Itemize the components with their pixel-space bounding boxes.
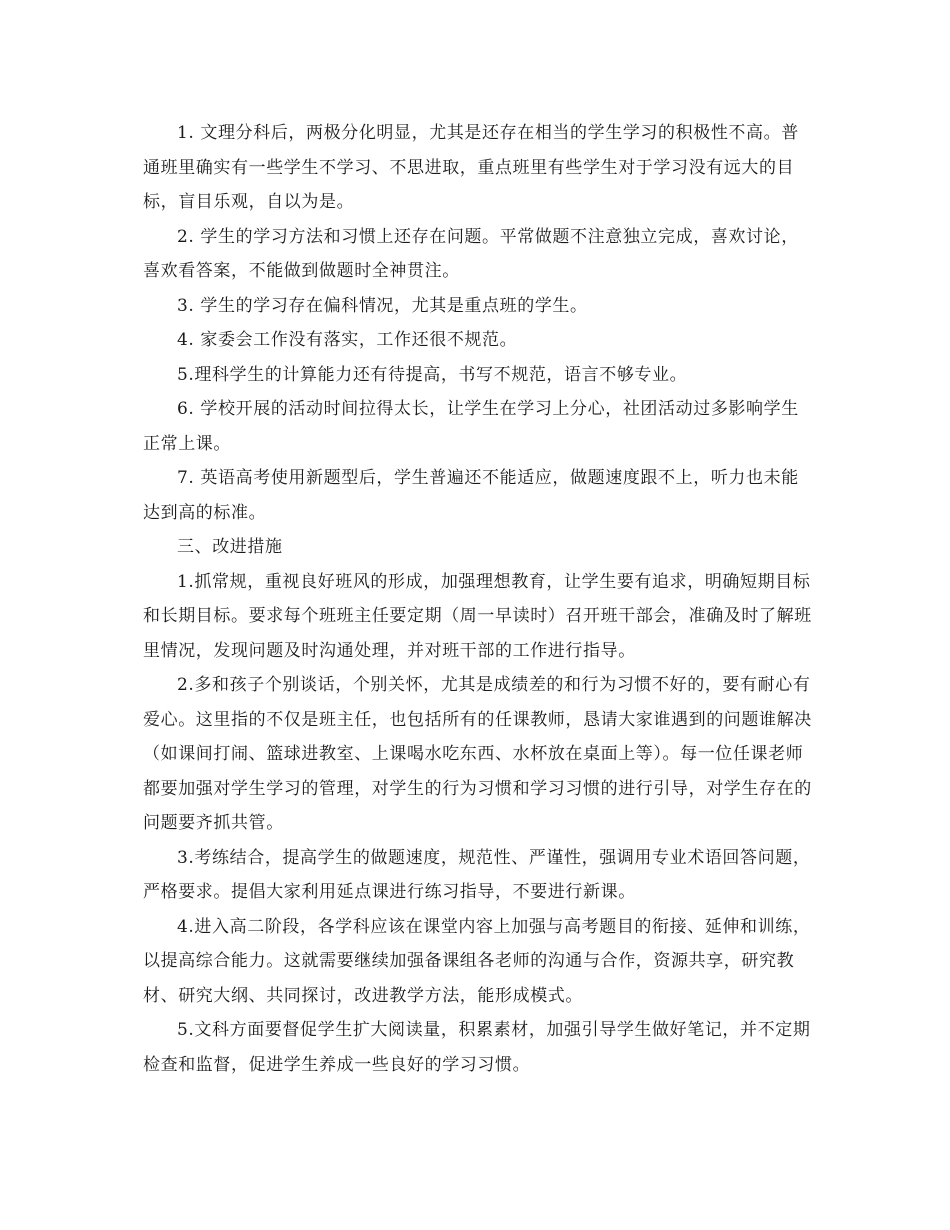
measure-item-5: 5.文科方面要督促学生扩大阅读量，积累素材，加强引导学生做好笔记，并不定期检查和监督，促进学生养成一些良好的学习习惯。 bbox=[143, 1020, 811, 1075]
problem-item-3: 3. 学生的学习存在偏科情况，尤其是重点班的学生。 bbox=[177, 295, 588, 316]
measure-item-3: 3.考练结合，提高学生的做题速度，规范性、严谨性，强调用专业术语回答问题，严格要求。提倡大家利用延点课进行练习指导，不要进行新课。 bbox=[143, 847, 811, 902]
section-heading-improvements: 三、改进措施 bbox=[177, 537, 283, 557]
measure-item-2: 2.多和孩子个别谈话，个别关怀，尤其是成绩差的和行为习惯不好的，要有耐心有爱心。这里指的不仅是班主任，也包括所有的任课教师，恳请大家谁遇到的问题谁解决（如课间打闹、篮球进教室、上课喝水吃东西、水杯放在桌面上等）。每一位任课老师都要加强对学生学习的管理，对学生的行为习惯和学习习惯的进行引导，对学生存在的问题要齐抓共管。 bbox=[143, 675, 812, 833]
problem-item-1: 1. 文理分科后，两极分化明显，尤其是还存在相当的学生学习的积极性不高。普通班里确实有一些学生不学习、不思进取，重点班里有些学生对于学习没有远大的目标，盲目乐观，自以为是。 bbox=[143, 123, 799, 212]
measure-item-4: 4.进入高二阶段，各学科应该在课堂内容上加强与高考题目的衔接、延伸和训练，以提高综合能力。这就需要继续加强备课组各老师的沟通与合作，资源共享，研究教材、研究大纲、共同探讨，改进教学方法，能形成模式。 bbox=[143, 916, 811, 1006]
document-body bbox=[143, 116, 815, 1082]
problem-item-4: 4. 家委会工作没有落实，工作还很不规范。 bbox=[177, 330, 518, 350]
measure-item-1: 1.抓常规，重视良好班风的形成，加强理想教育，让学生要有追求，明确短期目标和长期目标。要求每个班班主任要定期（周一早读时）召开班干部会，准确及时了解班里情况，发现问题及时沟通处理，并对班干部的工作进行指导。 bbox=[143, 571, 812, 661]
problem-item-6: 6. 学校开展的活动时间拉得太长，让学生在学习上分心，社团活动过多影响学生正常上课。 bbox=[143, 399, 799, 454]
problem-item-5: 5.理科学生的计算能力还有待提高，书写不规范，语言不够专业。 bbox=[177, 364, 688, 385]
problem-item-7: 7. 英语高考使用新题型后，学生普遍还不能适应，做题速度跟不上，听力也未能达到高的标准。 bbox=[143, 468, 799, 523]
problem-item-2: 2. 学生的学习方法和习惯上还存在问题。平常做题不注意独立完成，喜欢讨论，喜欢看答案，不能做到做题时全神贯注。 bbox=[143, 226, 799, 281]
